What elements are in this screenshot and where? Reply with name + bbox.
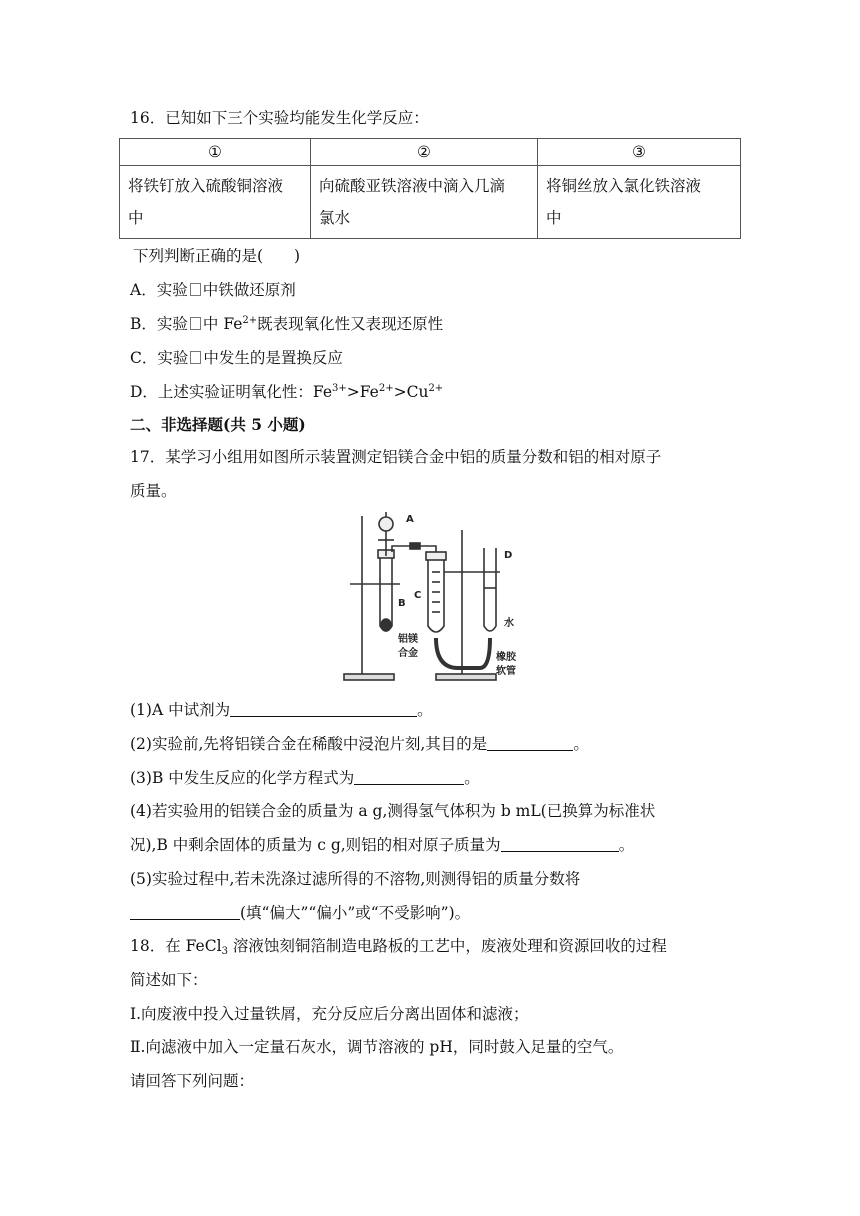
q18-stem-line2: 简述如下： <box>130 971 208 989</box>
label-c: C <box>414 590 422 601</box>
q18-stem-text: 溶液蚀刻铜箔制造电路板的工艺中，废液处理和资源回收的过程 <box>227 937 667 955</box>
q17-part1-text: (1)A 中试剂为 <box>130 701 231 719</box>
q17-part2 <box>130 732 589 754</box>
q18-ask: 请回答下列问题： <box>130 1072 255 1090</box>
q17-part2-end: 。 <box>573 735 589 753</box>
q18-step-1: Ⅰ.向废液中投入过量铁屑，充分反应后分离出固体和滤液； <box>130 1005 529 1023</box>
option-b-prefix: B．实验 <box>130 315 188 333</box>
placeholder-box-icon <box>190 283 201 296</box>
answer-blank[interactable] <box>487 734 573 751</box>
apparatus-figure <box>340 508 530 686</box>
table-row <box>120 166 741 239</box>
q17-part3-end: 。 <box>464 769 480 787</box>
option-c <box>130 346 343 368</box>
table-cell-line: 向硫酸亚铁溶液中滴入几滴 <box>319 177 506 195</box>
experiment-table <box>119 138 741 239</box>
q17-stem-line1: 17．某学习小组用如图所示装置测定铝镁合金中铝的质量分数和铝的相对原子 <box>130 448 662 466</box>
placeholder-box-icon <box>190 351 201 364</box>
table-cell <box>120 166 311 239</box>
option-d-ion: >Fe <box>346 383 379 401</box>
table-cell-line: 氯水 <box>319 209 351 227</box>
label-d: D <box>504 550 513 561</box>
q17-part5-line2 <box>130 901 470 923</box>
q18-step-2: Ⅱ.向滤液中加入一定量石灰水，调节溶液的 pH，同时鼓入足量的空气。 <box>130 1038 624 1056</box>
table-header-row <box>120 139 741 166</box>
label-b: B <box>398 598 406 609</box>
q17-part3-text: (3)B 中发生反应的化学方程式为 <box>130 769 355 787</box>
option-a-text: 中铁做还原剂 <box>202 281 296 299</box>
answer-blank[interactable] <box>130 903 240 920</box>
table-cell-line: 中 <box>128 209 144 227</box>
label-alloy-2: 合金 <box>398 648 418 659</box>
answer-blank[interactable] <box>354 768 464 785</box>
option-d <box>130 380 443 402</box>
charge-superscript: 2+ <box>428 383 444 394</box>
section-heading: 二、非选择题(共 5 小题) <box>130 415 306 434</box>
option-d-prefix: D．上述实验证明氧化性：Fe <box>130 383 333 401</box>
q17-part4-line1: (4)若实验用的铝镁合金的质量为 a g,测得氢气体积为 b mL(已换算为标准状 <box>130 802 656 820</box>
charge-superscript: 2+ <box>378 383 394 394</box>
option-a-prefix: A．实验 <box>130 281 188 299</box>
formula-subscript: 3 <box>221 946 228 957</box>
label-hose-1: 橡胶 <box>496 652 516 663</box>
label-alloy-1: 铝镁 <box>398 634 418 645</box>
q17-part3 <box>130 766 480 788</box>
q17-part1 <box>130 698 433 720</box>
table-cell-line: 将铁钉放入硫酸铜溶液 <box>128 177 284 195</box>
placeholder-box-icon <box>190 317 201 330</box>
label-water: 水 <box>504 618 514 629</box>
charge-superscript: 2+ <box>242 315 258 326</box>
table-cell-line: 中 <box>546 209 562 227</box>
q17-stem-line2: 质量。 <box>130 482 177 500</box>
table-cell-line: 将铜丝放入氯化铁溶液 <box>546 177 702 195</box>
table-header-cell: ① <box>120 139 311 166</box>
option-b-ion: 中 Fe <box>202 315 243 333</box>
q16-prompt: 下列判断正确的是( ) <box>133 247 301 265</box>
q17-part5-line1: (5)实验过程中,若未洗涤过滤所得的不溶物,则测得铝的质量分数将 <box>130 870 581 888</box>
q17-part1-end: 。 <box>417 701 433 719</box>
option-d-ion: >Cu <box>393 383 429 401</box>
q16-stem: 16．已知如下三个实验均能发生化学反应： <box>130 109 429 127</box>
q17-part4-line2 <box>130 833 634 855</box>
q17-part2-text: (2)实验前,先将铝镁合金在稀酸中浸泡片刻,其目的是 <box>130 735 488 753</box>
answer-blank[interactable] <box>501 835 619 852</box>
option-b-text: 既表现氧化性又表现还原性 <box>257 315 444 333</box>
option-b <box>130 312 443 334</box>
label-a: A <box>406 514 414 525</box>
q18-stem-line1 <box>130 934 667 956</box>
option-c-text: 中发生的是置换反应 <box>203 349 343 367</box>
option-c-prefix: C．实验 <box>130 349 189 367</box>
option-a <box>130 278 296 300</box>
q17-part4-end: 。 <box>618 836 635 854</box>
label-hose-2: 软管 <box>496 666 516 677</box>
table-header-cell: ③ <box>538 139 741 166</box>
q18-stem-prefix: 18．在 FeCl <box>130 937 222 955</box>
q17-part4-text: 况),B 中剩余固体的质量为 c g,则铝的相对原子质量为 <box>130 836 501 854</box>
table-header-cell: ② <box>311 139 538 166</box>
answer-blank[interactable] <box>230 700 417 717</box>
table-cell <box>538 166 741 239</box>
q17-part5-text: (填“偏大”“偏小”或“不受影响”)。 <box>240 904 471 922</box>
charge-superscript: 3+ <box>332 383 347 394</box>
table-cell <box>311 166 538 239</box>
